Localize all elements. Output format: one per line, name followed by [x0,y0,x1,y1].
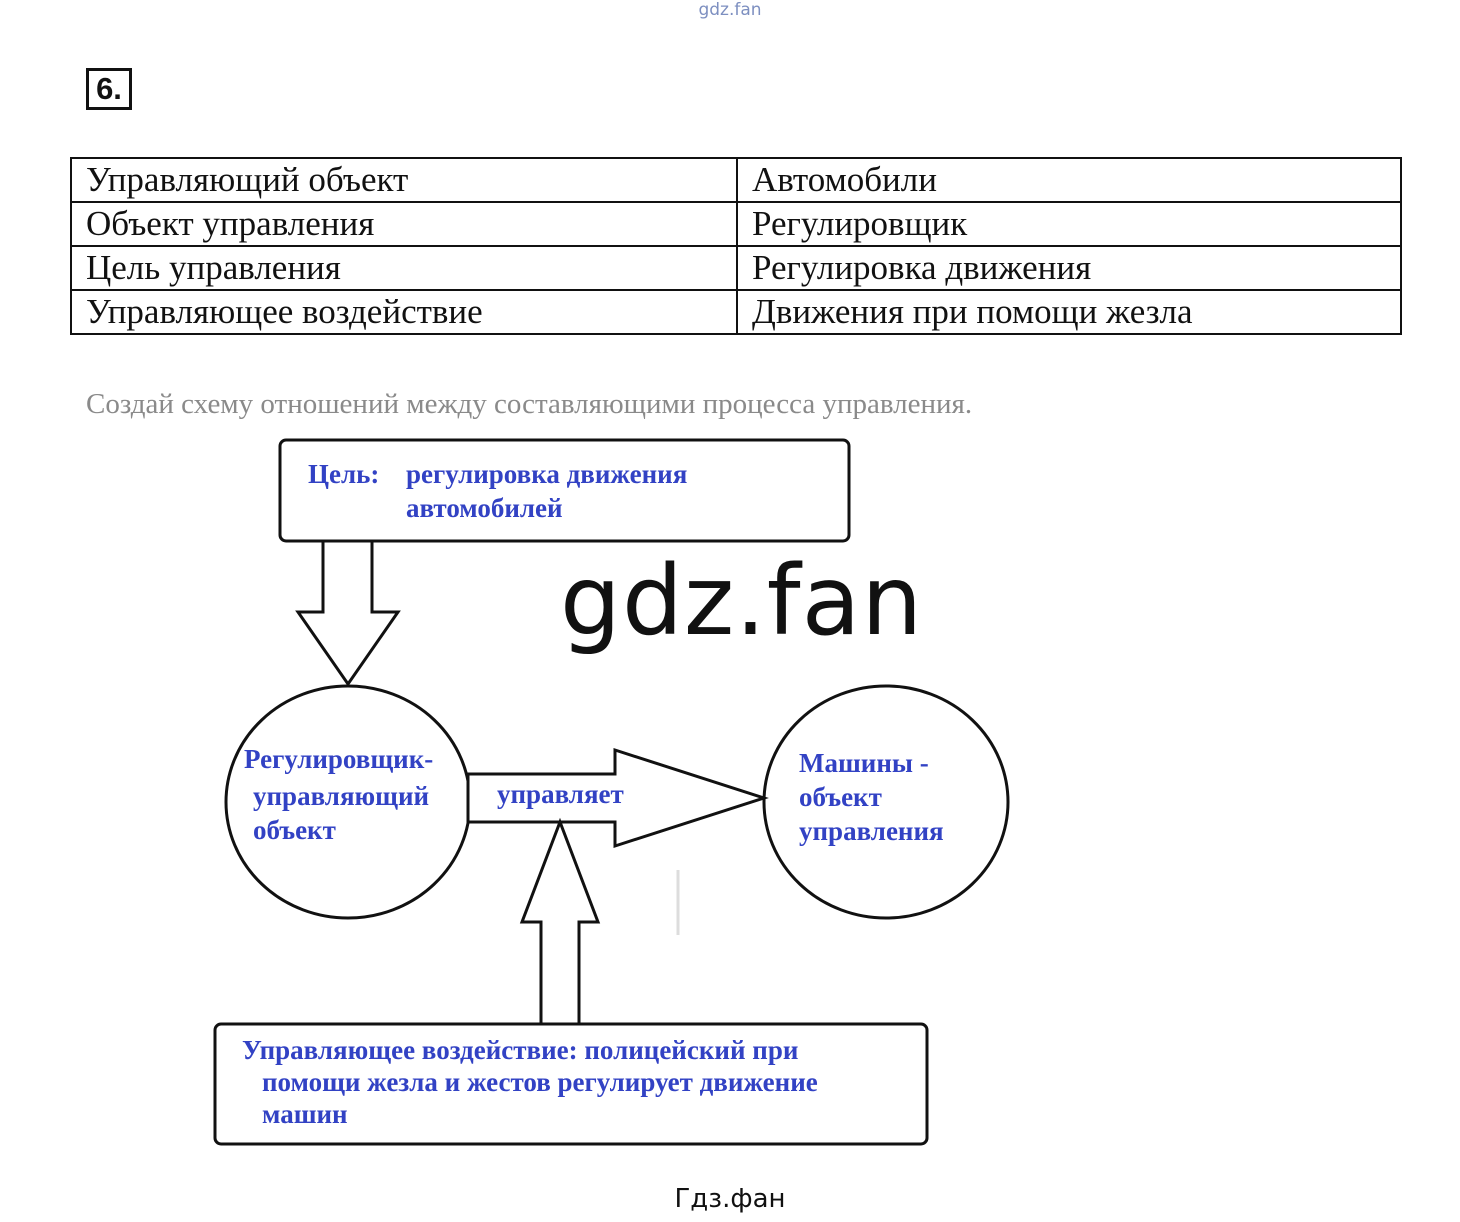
table-cell-left: Цель управления [71,246,737,290]
goal-label: Цель: [308,459,380,489]
table-cell-left: Управляющий объект [71,158,737,202]
controller-line-3: объект [253,815,336,845]
goal-line-2: автомобилей [406,493,563,523]
goal-down-arrow [298,541,398,684]
table-cell-right: Регулировка движения [737,246,1401,290]
action-up-arrow [522,822,598,1024]
object-line-2: объект [799,782,882,812]
table-cell-right: Движения при помощи жезла [737,290,1401,334]
action-line-3: машин [262,1099,348,1129]
center-watermark: gdz.fan [560,545,924,657]
table-cell-right: Регулировщик [737,202,1401,246]
object-line-1: Машины - [799,748,929,778]
controller-line-2: управляющий [253,781,430,811]
action-line-1: Управляющее воздействие: полицейский при [242,1035,799,1065]
goal-line-1: регулировка движения [406,459,688,489]
table-cell-right: Автомобили [737,158,1401,202]
top-watermark: gdz.fan [698,0,762,20]
bottom-watermark: Гдз.фан [674,1184,786,1214]
arrow-label: управляет [497,779,624,809]
instruction-text: Создай схему отношений между составляющими процесса управления. [86,388,973,420]
table-cell-left: Объект управления [71,202,737,246]
task-number: 6. [86,68,132,110]
controller-line-1: Регулировщик- [244,744,434,774]
table-cell-left: Управляющее воздействие [71,290,737,334]
object-line-3: управления [799,816,944,846]
action-line-2: помощи жезла и жестов регулирует движение [262,1067,818,1097]
